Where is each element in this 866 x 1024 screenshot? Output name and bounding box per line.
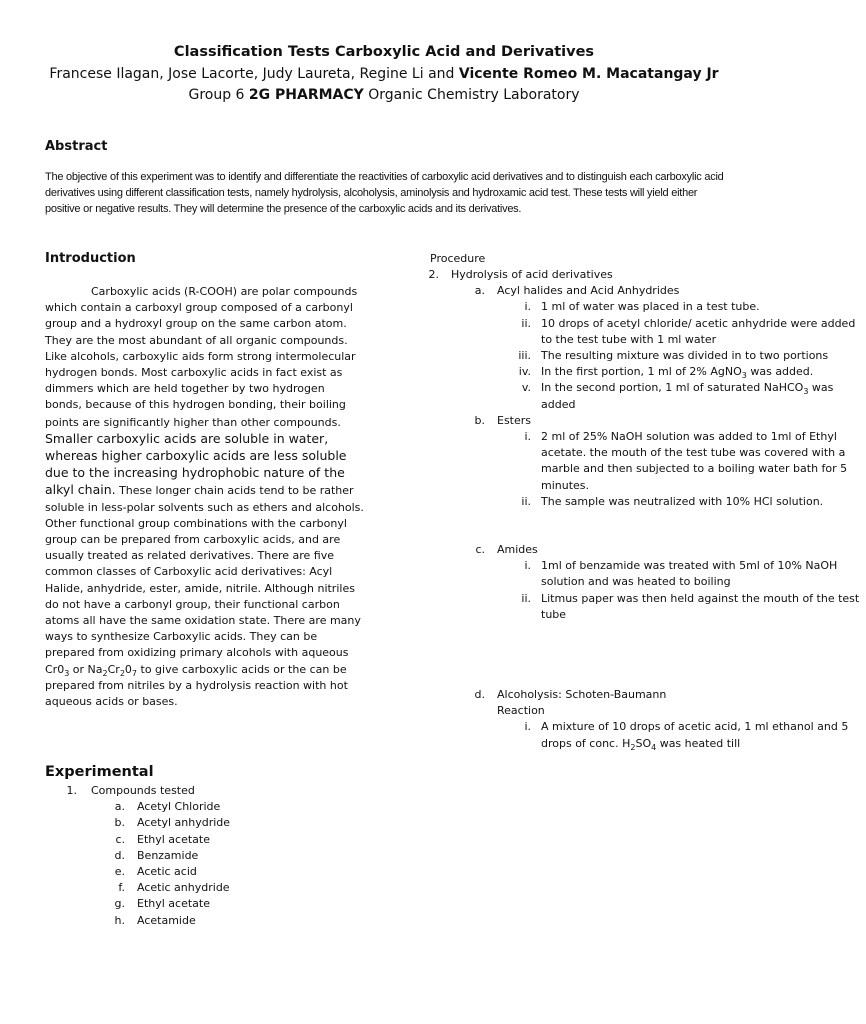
procedure-list: [401, 267, 860, 752]
compound-item: d. Benzamide: [114, 848, 199, 862]
abstract-heading: Abstract: [45, 139, 108, 154]
compound-item: h. Acetamide: [114, 913, 196, 927]
intro-p1-big: Smaller carboxylic acids are soluble in water, whereas higher carboxylic acids are less soluble due to the increasing hydrophobic nature of the alkyl chain.: [45, 430, 347, 498]
list-item: 1. Compounds tested: [66, 784, 195, 797]
compound-item: g. Ethyl acetate: [114, 897, 210, 911]
group-name: 2G PHARMACY: [248, 87, 364, 103]
compound-item: c. Ethyl acetate: [115, 832, 210, 846]
procedure-step: i. 2 ml of 25% NaOH solution was added to 1ml of Ethyl acetate. the mouth of the test tube was covered with a marble and then subjected to a boiling water bath for 5 minutes.: [524, 430, 848, 492]
procedure-heading: Procedure: [430, 252, 486, 265]
list-item: b. Esters: [474, 413, 532, 427]
intro-p1-end: to give carboxylic acids or the can be prepared from nitriles by a hydrolysis reaction with hot aqueous acids or bases.: [45, 662, 348, 709]
procedure-step: i. A mixture of 10 drops of acetic acid, 1 ml ethanol and 5 drops of conc. $H_2SO_4$ was heated till: [524, 720, 849, 752]
procedure-step: v. In the second portion, 1 ml of saturated NaHCO$_3$ was added: [521, 381, 834, 411]
authors-plain: Francese Ilagan, Jose Lacorte, Judy Laureta, Regine Li and: [49, 66, 459, 82]
procedure-step: iv. In the first portion, 1 ml of 2% AgNO$_3$ was added.: [518, 365, 814, 381]
compound-item: b. Acetyl anhydride: [114, 816, 231, 830]
introduction-heading: Introduction: [45, 251, 136, 266]
procedure-step: ii. 10 drops of acetyl chloride/ acetic anhydride were added to the test tube with 1 ml water: [521, 316, 856, 346]
paper-title: Classification Tests Carboxylic Acid and Derivatives: [173, 44, 595, 60]
procedure-step: iii. The resulting mixture was divided in to two portions: [518, 349, 829, 363]
group-suffix: Organic Chemistry Laboratory: [363, 87, 580, 103]
list-item: d. Alcoholysis: Schoten-Baumann Reaction: [474, 688, 667, 718]
formula-cro3: $Cr0_3$: [45, 662, 70, 678]
compound-item: e. Acetic acid: [114, 865, 197, 879]
compound-item: f. Acetic anhydride: [118, 881, 230, 895]
group-prefix: Group 6: [188, 87, 249, 103]
introduction-text: Carboxylic acids (R-COOH) are polar compounds which contain a carboxyl group composed of a carbonyl group and a hydroxyl group on the same carbon atom. They are the most abundant of all organic compounds. Like alcohols, carboxylic aids form strong intermolecular hydrogen bonds. Most carboxylic acids in fact exist as dimmers which are held together by two hydrogen bonds, because of this hydrogen bonding, their boiling points are significantly higher than other compounds. Smaller carboxylic acids are soluble in water, whereas higher carboxylic acids are less soluble due to the increasing hydrophobic nature of the alkyl chain. These longer chain acids tend to be rather soluble in less-polar solvents such as ethers and alcohols. Other functional group combinations with the carbonyl group can be prepared from carboxylic acids, and are usually treated as related derivatives. There are five common classes of Carboxylic acid derivatives: Acyl Halide, anhydride, ester, amide, nitrile. Although nitriles do not have a carbonyl group, their functional carbon atoms all have the same oxidation state. There are many ways to synthesize Carboxylic acids. They can be prepared from oxidizing primary alcohols with aqueous $Cr0_3$ or $Na_2Cr_20_7$ to give carboxylic acids or the can be prepared from nitriles by a hydrolysis reaction with hot aqueous acids or bases.: [45, 285, 364, 709]
procedure-step: i. 1ml of benzamide was treated with 5ml of 10% NaOH solution and was heated to boiling: [524, 559, 838, 589]
procedure-step: ii. The sample was neutralized with 10% HCl solution.: [521, 494, 824, 508]
list-item: c. Amides: [475, 543, 538, 557]
formula-na2cr2o7: $Na_2Cr_20_7$: [87, 662, 138, 678]
abstract-text: The objective of this experiment was to identify and differentiate the reactivities of carboxylic acid derivatives and to distinguish each carboxylic acid derivatives using different classification tests, namely hydrolysis, alcoholysis, aminolysis and hydroxamic acid test. These tests will yield either positive or negative results. They will determine the presence of the carboxylic acids and its derivatives.: [45, 171, 724, 216]
experimental-heading: Experimental: [45, 764, 154, 780]
compound-item: a. Acetyl Chloride: [114, 800, 221, 814]
list-item: 2. Hydrolysis of acid derivatives: [428, 268, 613, 281]
intro-p1: Carboxylic acids (R-COOH) are polar compounds which contain a carboxyl group composed of a carbonyl group and a hydroxyl group on the same carbon atom. They are the most abundant of all organic compounds. Like alcohols, carboxylic aids form strong intermolecular hydrogen bonds. Most carboxylic acids in fact exist as dimmers which are held together by two hydrogen bonds, because of this hydrogen bonding, their boiling points are significantly higher than other compounds.: [45, 285, 358, 429]
compounds-list: [45, 783, 385, 929]
authors-bold: Vicente Romeo M. Macatangay Jr: [458, 66, 719, 82]
procedure-step: i. 1 ml of water was placed in a test tube.: [524, 300, 760, 314]
author-line: [0, 66, 768, 82]
intro-p1-rest: These longer chain acids tend to be rather soluble in less-polar solvents such as ethers and alcohols. Other functional group combinations with the carbonyl group can be prepared from carboxylic acids, and are usually treated as related derivatives. There are five common classes of Carboxylic acid derivatives: Acyl Halide, anhydride, ester, amide, nitrile. Although nitriles do not have a carbonyl group, their functional carbon atoms all have the same oxidation state. There are many ways to synthesize Carboxylic acids. They can be prepared from oxidizing primary alcohols with aqueous: [45, 484, 364, 660]
procedure-step: ii. Litmus paper was then held against the mouth of the test tube: [521, 591, 860, 621]
list-item: a. Acyl halides and Acid Anhydrides: [474, 284, 680, 298]
group-line: [0, 87, 768, 103]
